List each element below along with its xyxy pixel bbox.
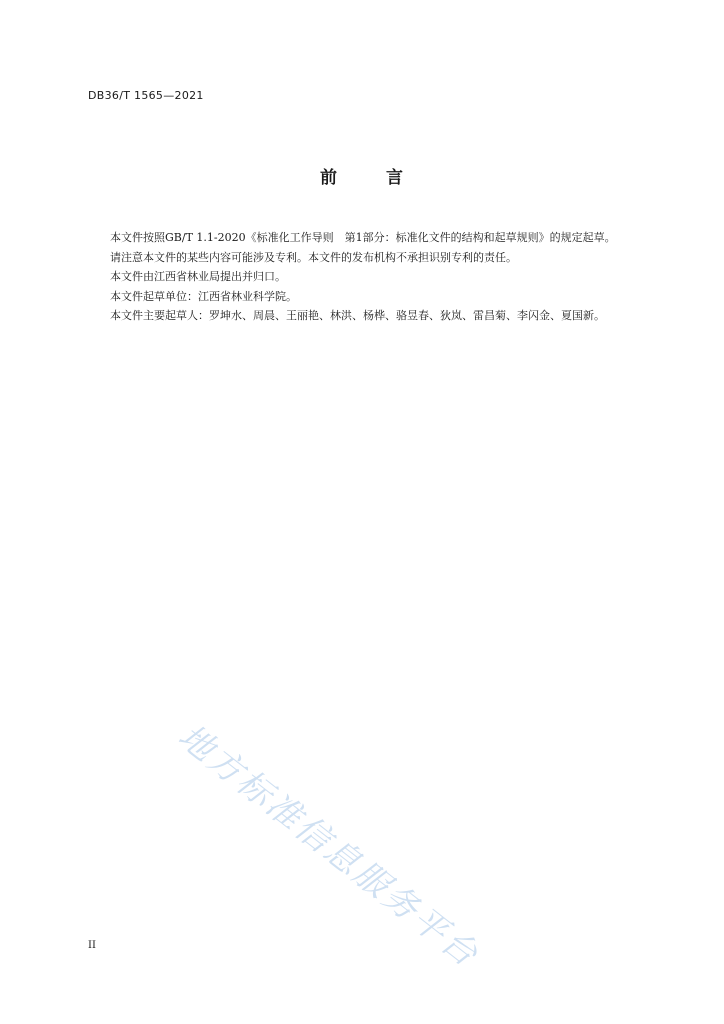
watermark: 地方标准信息服务平台: [170, 716, 487, 976]
paragraph: 本文件由江西省林业局提出并归口。: [110, 270, 286, 283]
paragraph: 本文件主要起草人：罗坤水、周晨、王丽艳、林洪、杨桦、骆昱春、狄岚、雷昌菊、李闪金、夏国新。: [110, 309, 605, 322]
document-code: DB36/T 1565—2021: [88, 89, 204, 102]
paragraph: 请注意本文件的某些内容可能涉及专利。本文件的发布机构不承担识别专利的责任。: [110, 250, 517, 264]
title-char-2: 言: [386, 168, 404, 188]
paragraph: 本文件按照GB/T 1.1-2020《标准化工作导则 第1部分：标准化文件的结构和起草规则》的规定起草。: [110, 231, 616, 244]
page-number: II: [88, 940, 96, 951]
section-title: [0, 163, 724, 188]
foreword-body: [88, 228, 658, 326]
title-char-1: 前: [320, 168, 338, 188]
paragraph: 本文件起草单位：江西省林业科学院。: [110, 289, 297, 303]
